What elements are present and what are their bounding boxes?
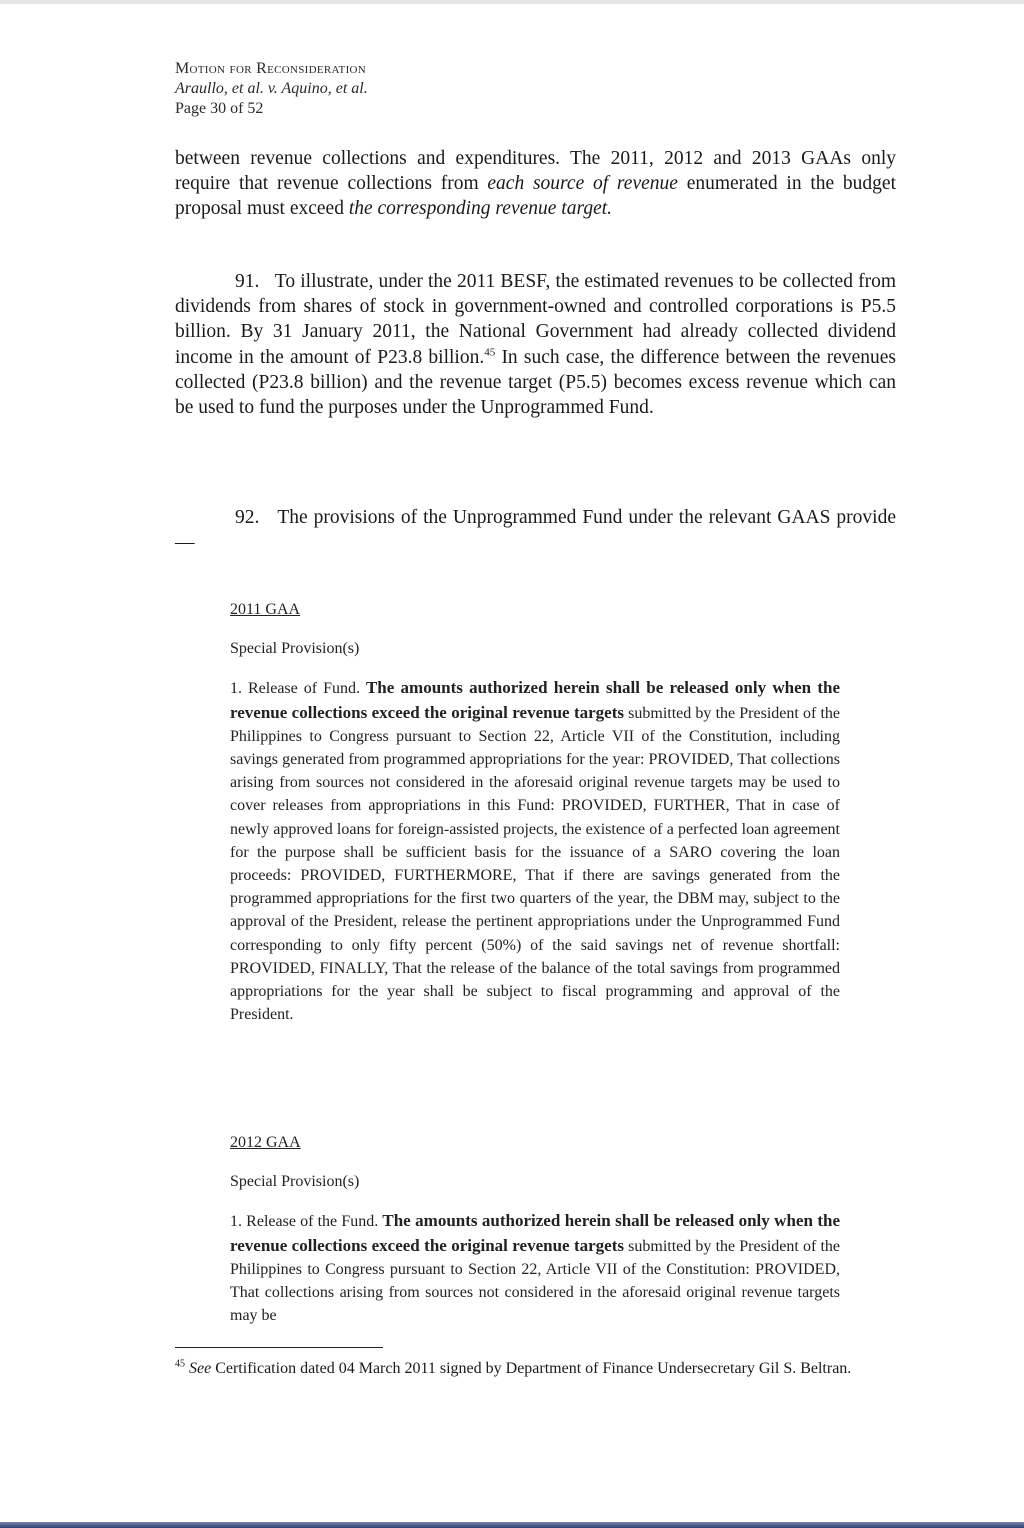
gaa-2012-rest: submitted by the President of the Philippines to Congress pursuant to Section 22, Article VII of the Constitution: PROVIDED, That collections arising from sources not considered in the aforesaid original revenue targets may be bbox=[230, 1237, 841, 1325]
cont-emphasis-2: the corresponding revenue target. bbox=[348, 198, 613, 220]
p91-text-1: 91. To illustrate, under the 2011 BESF, the estimated revenues to be collected from dividends from shares of stock in government-owned and controlled corporations is P5.5 billion. By 31 January 2011, the National Government had already collected dividend income in the amount of P23.8 billion. bbox=[175, 271, 896, 368]
paragraph-continuation bbox=[175, 146, 896, 222]
footnote-divider bbox=[175, 1347, 383, 1348]
footnote-see: See bbox=[189, 1360, 212, 1377]
gaa-2012-lead: 1. Release of the Fund. bbox=[230, 1213, 383, 1231]
cont-text-1: between revenue collections and expenditures. The 2011, 2012 and 2013 GAAs only require that revenue collections from bbox=[175, 148, 896, 195]
p92-text: 92. The provisions of the Unprogrammed Fund under the relevant GAAS provide— bbox=[175, 507, 896, 554]
quote-gaa-2012 bbox=[230, 1131, 840, 1327]
paragraph-91 bbox=[175, 269, 896, 420]
gaa-2011-rest: submitted by the President of the Philippines to Congress pursuant to Section 22, Article VII of the Constitution, including savings generated from programmed appropriations for the year: PROVIDED, That collections arising from sources not considered in the aforesaid original revenue targets may be used to cover releases from appropriations in this Fund: PROVIDED, FURTHER, That in case of newly approved loans for foreign-assisted projects, the existence of a perfected loan agreement for the purpose shall be sufficient basis for the issuance of a SARO covering the loan proceeds: PROVIDED, FURTHERMORE, That if there are savings generated from the programmed appropriations for the first two quarters of the year, the DBM may, subject to the approval of the President, release the pertinent appropriations under the Unprogrammed Fund corresponding to only fifty percent (50%) of the said savings net of revenue shortfall: PROVIDED, FINALLY, That the release of the balance of the total savings from programmed appropriations for the year shall be subject to fiscal programming and approval of the President. bbox=[230, 704, 841, 1024]
header-doc-type: Motion for Reconsideration bbox=[175, 60, 367, 77]
gaa-2011-lead: 1. Release of Fund. bbox=[230, 680, 366, 698]
footnote-ref-45[interactable]: 45 bbox=[484, 346, 496, 359]
footnote-number: 45 bbox=[175, 1358, 185, 1370]
running-header bbox=[175, 59, 368, 119]
gaa-2012-special-provisions: Special Provision(s) bbox=[230, 1173, 360, 1191]
gaa-2011-label: 2011 GAA bbox=[230, 601, 301, 618]
gaa-2011-special-provisions: Special Provision(s) bbox=[230, 640, 360, 658]
p91-text-2: In such case, the difference between the revenues collected (P23.8 billion) and the revenue target (P5.5) becomes excess revenue which can be used to fund the purposes under the Unprogrammed Fund. bbox=[175, 346, 896, 419]
header-page-number: Page 30 of 52 bbox=[175, 100, 264, 117]
cont-text-2: enumerated in the budget proposal must exceed bbox=[175, 173, 897, 220]
scan-top-edge bbox=[0, 0, 1024, 4]
header-case-title: Araullo, et al. v. Aquino, et al. bbox=[175, 80, 368, 97]
footnote-text: Certification dated 04 March 2011 signed by Department of Finance Undersecretary Gil S. Beltran. bbox=[211, 1360, 852, 1377]
footnote-45 bbox=[175, 1358, 900, 1379]
gaa-2012-bold: The amounts authorized herein shall be released only when the revenue collections exceed the original revenue targets bbox=[230, 1211, 840, 1255]
paragraph-92 bbox=[175, 505, 896, 555]
quote-gaa-2011 bbox=[230, 598, 840, 1026]
gaa-2011-provision-1 bbox=[230, 676, 840, 1026]
scan-bottom-edge bbox=[0, 1522, 1024, 1528]
gaa-2011-bold: The amounts authorized herein shall be released only when the revenue collections exceed the original revenue targets bbox=[230, 678, 840, 722]
gaa-2012-provision-1 bbox=[230, 1209, 840, 1327]
cont-emphasis-1: each source of revenue bbox=[487, 173, 678, 195]
gaa-2012-label: 2012 GAA bbox=[230, 1134, 301, 1151]
